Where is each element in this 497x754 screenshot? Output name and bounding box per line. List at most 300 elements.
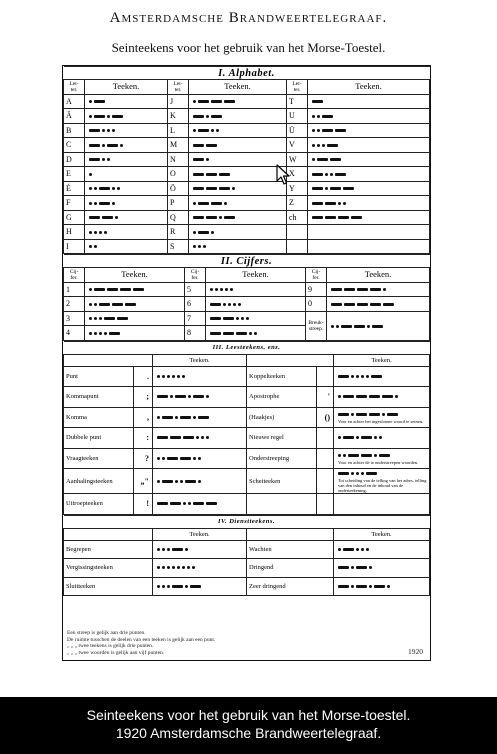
letter-cell: Ä (64, 109, 85, 124)
morse-dot (249, 332, 252, 335)
morse-dot (193, 100, 196, 103)
letter-cell (287, 239, 308, 254)
morse-code-cell (334, 366, 430, 387)
morse-dot (230, 288, 233, 291)
morse-dash (354, 325, 365, 328)
table-row (64, 167, 430, 182)
table-row (64, 138, 430, 153)
letter-cell (287, 225, 308, 240)
morse-dash (99, 202, 110, 205)
morse-dot (338, 202, 341, 205)
morse-dash (356, 566, 367, 569)
letter-cell: É (64, 181, 85, 196)
digit-cell: 9 (306, 282, 327, 297)
leesteekens-blank-right (247, 354, 334, 366)
morse-dot (361, 548, 364, 551)
morse-dash (112, 303, 123, 306)
morse-dot (94, 332, 97, 335)
morse-dash (366, 472, 377, 475)
morse-dot (343, 202, 346, 205)
table-row (64, 94, 430, 109)
morse-code-cell (85, 225, 168, 240)
morse-dash (312, 216, 323, 219)
letter-cell: J (168, 94, 189, 109)
morse-dot (254, 332, 257, 335)
morse-dot (236, 317, 239, 320)
morse-dot (312, 158, 315, 161)
letter-cell: W (287, 152, 308, 167)
morse-dot (170, 395, 173, 398)
morse-dot (99, 332, 102, 335)
service-label: Zeer dringend (247, 577, 334, 596)
morse-code-cell (308, 123, 430, 138)
morse-dot (162, 457, 165, 460)
morse-dot (220, 288, 223, 291)
morse-dot (162, 548, 165, 551)
leesteekens-heading: III. Leesteekens, enz. (64, 341, 430, 354)
morse-dot (356, 472, 359, 475)
table-row (64, 469, 430, 494)
morse-dot (206, 115, 209, 118)
morse-dot (167, 566, 170, 569)
morse-dot (182, 375, 185, 378)
punctuation-label: Dubbele punt (64, 428, 134, 449)
morse-dot (187, 566, 190, 569)
morse-dot (94, 303, 97, 306)
dienst-blank-right (247, 528, 334, 540)
morse-dot (107, 115, 110, 118)
morse-dash (330, 158, 341, 161)
morse-dash (198, 100, 209, 103)
letter-cell: I (64, 239, 85, 254)
punctuation-symbol: ; (134, 387, 153, 408)
punctuation-label: Koppelteeken (247, 366, 317, 387)
morse-dot (193, 231, 196, 234)
footer-note: „ „ „ twee woorden is gelijk aan vijf punten. (67, 649, 165, 656)
punctuation-symbol (317, 469, 334, 494)
table-row (64, 282, 430, 297)
morse-code-cell (153, 540, 247, 559)
table-row (64, 181, 430, 196)
punctuation-label: Uitroepteeken (64, 494, 134, 515)
morse-dot (351, 375, 354, 378)
leesteekens-col-sign: Teeken. (153, 354, 247, 366)
morse-dash (322, 115, 333, 118)
morse-dot (157, 566, 160, 569)
punctuation-symbol (317, 448, 334, 469)
table-row (64, 448, 430, 469)
document-subtitle: Seinteekens voor het gebruik van het Morse-Toestel. (111, 40, 386, 55)
morse-dash (193, 173, 204, 176)
morse-dash (206, 502, 217, 505)
morse-dash (370, 303, 381, 306)
letter-cell: D (64, 152, 85, 167)
morse-dot (246, 317, 249, 320)
morse-dash (198, 129, 209, 132)
morse-dash (317, 158, 328, 161)
morse-dash (107, 144, 118, 147)
letter-cell: P (168, 196, 189, 211)
morse-dot (115, 216, 118, 219)
digit-cell: 7 (185, 311, 206, 326)
morse-dot (157, 375, 160, 378)
morse-dot (203, 245, 206, 248)
morse-dot (112, 202, 115, 205)
usage-note: Voor en achter de te onderstreepen woorden. (338, 460, 419, 466)
morse-dot (224, 202, 227, 205)
morse-dot (198, 457, 201, 460)
morse-dot (94, 245, 97, 248)
morse-dot (366, 375, 369, 378)
morse-dash (198, 202, 209, 205)
morse-code-cell (189, 123, 287, 138)
morse-code-cell (85, 210, 168, 225)
punctuation-label: Vraagteeken (64, 448, 134, 469)
letter-cell: ch (287, 210, 308, 225)
cijfers-col-digit: Cij- fer. (306, 268, 327, 283)
morse-dot (89, 303, 92, 306)
morse-chart (62, 65, 431, 661)
morse-dot (89, 332, 92, 335)
morse-dot (367, 325, 370, 328)
morse-dash (331, 303, 342, 306)
morse-dot (162, 566, 165, 569)
morse-dash (211, 115, 222, 118)
table-row (64, 494, 430, 515)
morse-code-cell (85, 123, 168, 138)
leesteekens-blank-left (64, 354, 153, 366)
dienst-blank-left (64, 528, 153, 540)
morse-dash (89, 216, 100, 219)
morse-dash (157, 436, 168, 439)
morse-dot (89, 245, 92, 248)
morse-dash (322, 129, 333, 132)
morse-code-cell (334, 577, 430, 596)
punctuation-label: Aanhalingsteeken (64, 469, 134, 494)
morse-code-cell (153, 559, 247, 578)
punctuation-symbol: . (134, 366, 153, 387)
morse-dash (357, 288, 368, 291)
table-row (64, 387, 430, 408)
punctuation-label: Onderstreeping (247, 448, 317, 469)
caption-line-1: Seinteekens voor het gebruik van het Morse-toestel. (86, 707, 411, 723)
morse-dot (312, 144, 315, 147)
morse-dot (167, 375, 170, 378)
morse-dot (383, 288, 386, 291)
table-row (64, 428, 430, 449)
letter-cell: U (287, 109, 308, 124)
morse-code-cell (153, 448, 247, 469)
morse-dash (357, 303, 368, 306)
letter-cell: Y (287, 181, 308, 196)
morse-dot (379, 436, 382, 439)
morse-dot (102, 129, 105, 132)
service-label: Wachten (247, 540, 334, 559)
service-label: Begrepen (64, 540, 153, 559)
footer-note: „ „ „ twee teekens is gelijk drie punten. (67, 643, 154, 649)
table-row (64, 152, 430, 167)
morse-code-cell (334, 387, 430, 408)
morse-dash (361, 436, 372, 439)
morse-dot (182, 566, 185, 569)
alphabet-col-sign: Teeken. (189, 80, 287, 95)
morse-dot (211, 129, 214, 132)
alphabet-col-letter: Let- ter. (287, 80, 308, 95)
morse-dot (175, 480, 178, 483)
morse-dash (198, 231, 209, 234)
morse-dot (94, 231, 97, 234)
footer-note: De ruimte tusschen de deelen van een teeken is gelijk aan een punt. (67, 636, 216, 643)
morse-dot (215, 288, 218, 291)
morse-dot (325, 173, 328, 176)
morse-code-cell (206, 311, 306, 326)
morse-code-cell (85, 311, 185, 326)
morse-dash (162, 416, 173, 419)
morse-code-cell (308, 196, 430, 211)
morse-dash (107, 288, 118, 291)
leesteekens-col-sign-2: Teeken. (334, 354, 430, 366)
service-label: Vergissingsteeken (64, 559, 153, 578)
punctuation-label: Nieuwe regel (247, 428, 317, 449)
morse-dot (192, 566, 195, 569)
digit-cell: 8 (185, 326, 206, 341)
document-title: Amsterdamsche Brandweertelegraaf. (109, 10, 388, 26)
morse-dot (336, 325, 339, 328)
digit-cell: 1 (64, 282, 85, 297)
letter-cell: S (168, 239, 189, 254)
morse-dash (206, 173, 217, 176)
morse-dash (206, 187, 217, 190)
punctuation-label: (Haakjes) (247, 407, 317, 428)
morse-dot (89, 202, 92, 205)
morse-dot (157, 416, 160, 419)
morse-code-cell (189, 94, 287, 109)
morse-code-cell (153, 387, 247, 408)
morse-dot (177, 375, 180, 378)
morse-dot (312, 129, 315, 132)
morse-code-cell (206, 282, 306, 297)
morse-code-cell (308, 239, 430, 254)
table-row (64, 210, 430, 225)
morse-code-cell (85, 152, 168, 167)
morse-dash (331, 288, 342, 291)
morse-code-cell (153, 494, 247, 515)
morse-dash (343, 548, 354, 551)
morse-code-cell (85, 167, 168, 182)
morse-dot (188, 395, 191, 398)
morse-dash (348, 454, 359, 457)
morse-dot (219, 216, 222, 219)
morse-dot (374, 436, 377, 439)
morse-code-cell (308, 152, 430, 167)
morse-dot (94, 317, 97, 320)
usage-note: Voor en achter het ingeslotene woord te seinen. (338, 419, 424, 425)
punctuation-symbol: : (134, 428, 153, 449)
letter-cell: L (168, 123, 189, 138)
morse-dash (99, 303, 110, 306)
morse-code-cell (189, 152, 287, 167)
cijfers-table (63, 254, 430, 341)
morse-dash (327, 144, 338, 147)
morse-dot (338, 454, 341, 457)
letter-cell: T (287, 94, 308, 109)
footer-note: Een streep is gelijk aan drie punten. (67, 630, 146, 636)
morse-dot (351, 566, 354, 569)
morse-dash (112, 115, 123, 118)
morse-dot (193, 129, 196, 132)
morse-dash (193, 216, 204, 219)
alphabet-col-sign: Teeken. (85, 80, 168, 95)
morse-dot (162, 585, 165, 588)
morse-dot (99, 317, 102, 320)
morse-dot (366, 548, 369, 551)
digit-cell: 2 (64, 297, 85, 312)
morse-code-cell (85, 181, 168, 196)
morse-code-cell (189, 196, 287, 211)
morse-dash (170, 436, 181, 439)
morse-dot (193, 245, 196, 248)
morse-code-cell (206, 297, 306, 312)
morse-dot (177, 566, 180, 569)
morse-dash (343, 187, 354, 190)
morse-dash (120, 288, 131, 291)
service-label: Sluitteeken (64, 577, 153, 596)
morse-dot (322, 144, 325, 147)
morse-code-cell (308, 167, 430, 182)
morse-dash (343, 395, 354, 398)
morse-dot (193, 202, 196, 205)
morse-dot (387, 585, 390, 588)
letter-cell: Q (168, 210, 189, 225)
morse-dot (198, 245, 201, 248)
morse-dot (312, 115, 315, 118)
morse-dot (223, 303, 226, 306)
morse-dot (225, 288, 228, 291)
usage-note: Tot scheiding van de telling van het adres, telling van den inhoud en de inhoud van de onderteekening. (338, 478, 427, 493)
morse-code-cell (189, 239, 287, 254)
dienst-col-sign: Teeken. (153, 528, 247, 540)
morse-code-cell (334, 448, 430, 469)
morse-dash (361, 454, 372, 457)
morse-dot (356, 548, 359, 551)
morse-dot (117, 187, 120, 190)
punctuation-symbol: () (317, 407, 334, 428)
morse-dash (211, 202, 222, 205)
morse-dash (211, 100, 222, 103)
table-row (64, 297, 430, 312)
morse-dash (379, 454, 390, 457)
morse-dot (356, 375, 359, 378)
letter-cell: F (64, 196, 85, 211)
morse-dot (374, 454, 377, 457)
image-caption (0, 706, 497, 742)
morse-dash (198, 416, 209, 419)
dienst-col-sign-2: Teeken. (334, 528, 430, 540)
table-row (64, 407, 430, 428)
morse-code-cell (153, 428, 247, 449)
morse-dash (193, 158, 204, 161)
morse-dash (170, 502, 181, 505)
morse-dash (223, 332, 234, 335)
morse-dot (167, 548, 170, 551)
punctuation-label: Apostrophe (247, 387, 317, 408)
morse-dash (193, 395, 204, 398)
letter-cell: O (168, 167, 189, 182)
morse-dash (224, 100, 235, 103)
morse-code-cell (327, 311, 430, 340)
morse-dash (109, 332, 120, 335)
morse-dot (382, 413, 385, 416)
morse-dot (185, 585, 188, 588)
morse-dash (172, 585, 183, 588)
morse-dash (172, 548, 183, 551)
morse-dash (219, 173, 230, 176)
morse-code-cell (85, 239, 168, 254)
punctuation-symbol (317, 494, 334, 515)
morse-dot (198, 480, 201, 483)
letter-cell: N (168, 152, 189, 167)
alphabet-heading: I. Alphabet. (64, 67, 430, 80)
morse-dot (361, 472, 364, 475)
morse-dot (180, 480, 183, 483)
morse-dot (228, 303, 231, 306)
morse-dash (338, 413, 349, 416)
morse-dot (325, 187, 328, 190)
table-row (64, 123, 430, 138)
morse-dot (206, 395, 209, 398)
morse-dash (338, 375, 349, 378)
morse-dash (133, 288, 144, 291)
morse-dot (317, 129, 320, 132)
morse-dot (89, 173, 92, 176)
morse-code-cell (189, 210, 287, 225)
table-row (64, 559, 430, 578)
letter-cell: B (64, 123, 85, 138)
morse-dot (210, 288, 213, 291)
morse-dash (175, 395, 186, 398)
letter-cell: C (64, 138, 85, 153)
morse-dot (338, 548, 341, 551)
letter-cell: X (287, 167, 308, 182)
digit-cell: 4 (64, 326, 85, 341)
morse-dot (369, 566, 372, 569)
morse-dot (395, 395, 398, 398)
service-label: Dringend (247, 559, 334, 578)
morse-dot (188, 502, 191, 505)
cijfers-col-digit: Cij- fer. (64, 268, 85, 283)
letter-cell: A (64, 94, 85, 109)
morse-dot (120, 144, 123, 147)
morse-dot (157, 457, 160, 460)
morse-dash (89, 144, 100, 147)
morse-dot (89, 100, 92, 103)
morse-dash (338, 585, 349, 588)
morse-dot (232, 187, 235, 190)
morse-dot (107, 158, 110, 161)
morse-dot (99, 231, 102, 234)
morse-dash (369, 413, 380, 416)
punctuation-symbol: ' (317, 387, 334, 408)
morse-dot (102, 144, 105, 147)
morse-code-cell (85, 282, 185, 297)
morse-dash (356, 395, 367, 398)
morse-dash (183, 436, 194, 439)
morse-dash (193, 187, 204, 190)
morse-dash (370, 288, 381, 291)
morse-dot (183, 502, 186, 505)
letter-cell: R (168, 225, 189, 240)
morse-dot (89, 231, 92, 234)
